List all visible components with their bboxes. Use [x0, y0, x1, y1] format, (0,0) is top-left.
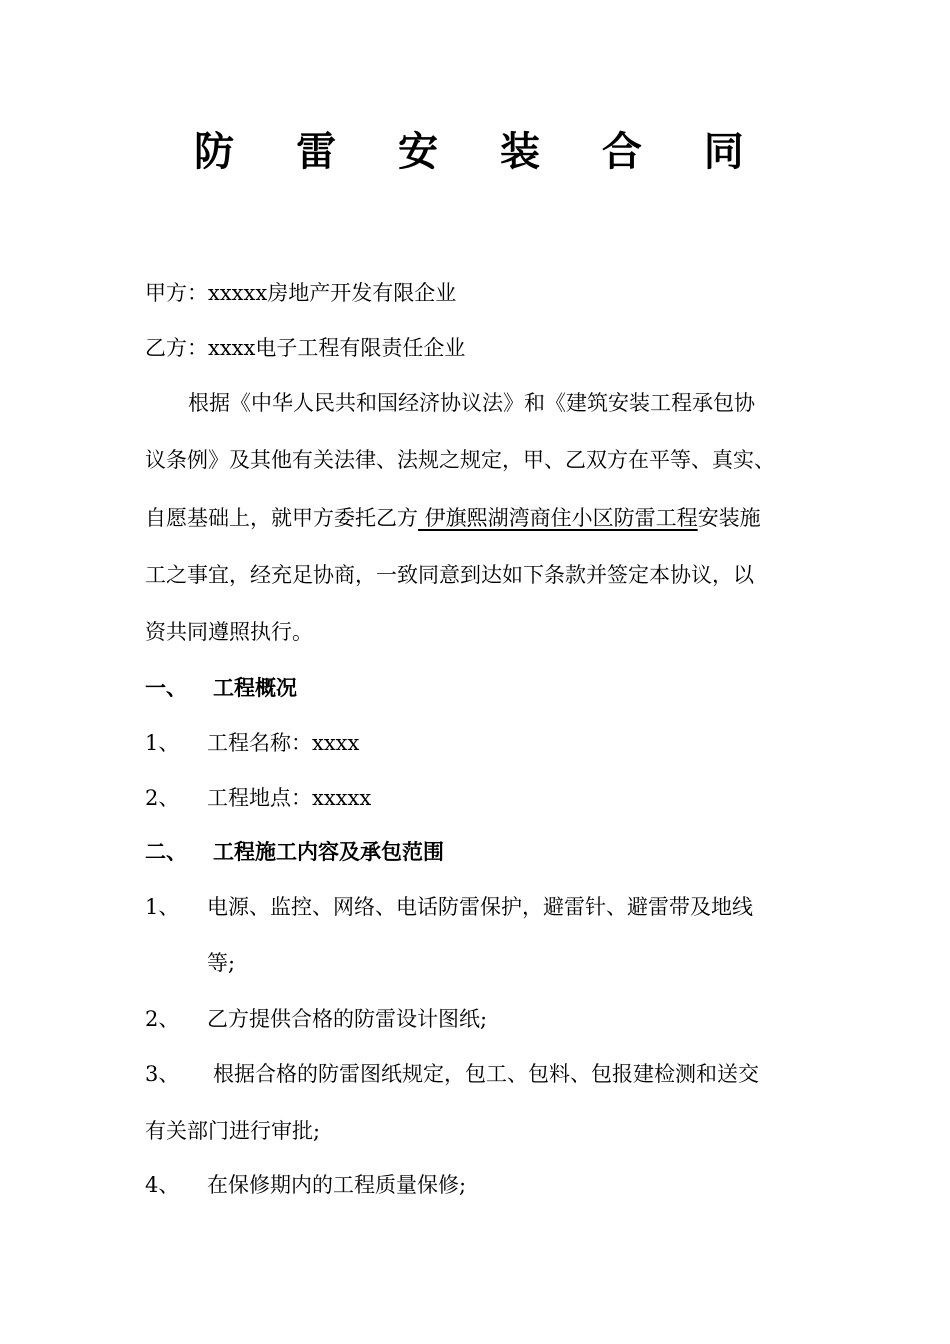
item-number: 2、: [145, 786, 180, 810]
preamble-line-1: 根据《中华人民共和国经济协议法》和《建筑安装工程承包协: [188, 391, 755, 415]
item-text: 工程地点：xxxxx: [207, 786, 372, 810]
item-number: 1、: [145, 895, 180, 919]
section-2-heading: [145, 837, 444, 867]
item-text: 乙方提供合格的防雷设计图纸;: [207, 1007, 488, 1031]
section-1-heading: [145, 673, 297, 703]
section-1-number: 一、: [145, 675, 187, 700]
item-continuation: 有关部门进行审批;: [145, 1119, 321, 1143]
item-text: 工程名称：xxxx: [207, 731, 360, 755]
list-item: [145, 1004, 487, 1034]
preamble-line-3: [145, 503, 761, 533]
item-text: 在保修期内的工程质量保修;: [207, 1173, 467, 1197]
preamble-line-3-after: 安装施: [697, 506, 761, 530]
preamble-line-2: 议条例》及其他有关法律、法规之规定，甲、乙双方在平等、真实、: [145, 448, 775, 472]
item-text: 根据合格的防雷图纸规定，包工、包料、包报建检测和送交: [213, 1062, 759, 1086]
section-1-title: 工程概况: [213, 675, 297, 700]
project-name-underlined: 伊旗熙湖湾商住小区防雷工程: [418, 506, 698, 530]
item-continuation: 等;: [207, 951, 236, 975]
party-b-line: 乙方：xxxx电子工程有限责任企业: [145, 336, 466, 360]
preamble-line-5: 资共同遵照执行。: [145, 620, 313, 644]
list-item: [145, 728, 359, 758]
item-text: 电源、监控、网络、电话防雷保护，避雷针、避雷带及地线: [207, 895, 753, 919]
section-2-number: 二、: [145, 839, 187, 864]
item-number: 2、: [145, 1007, 180, 1031]
list-item: [145, 892, 753, 922]
list-item: [145, 783, 371, 813]
contract-title: 防 雷 安 装 合 同: [194, 128, 768, 175]
item-number: 3、: [145, 1062, 180, 1086]
item-number: 1、: [145, 731, 180, 755]
item-number: 4、: [145, 1173, 180, 1197]
list-item: [145, 1059, 759, 1089]
preamble-line-4: 工之事宜，经充足协商，一致同意到达如下条款并签定本协议，以: [145, 563, 754, 587]
list-item: [145, 1170, 466, 1200]
section-2-title: 工程施工内容及承包范围: [213, 839, 444, 864]
preamble-line-3-before: 自愿基础上，就甲方委托乙方: [145, 506, 418, 530]
party-a-line: 甲方：xxxxx房地产开发有限企业: [145, 281, 457, 305]
